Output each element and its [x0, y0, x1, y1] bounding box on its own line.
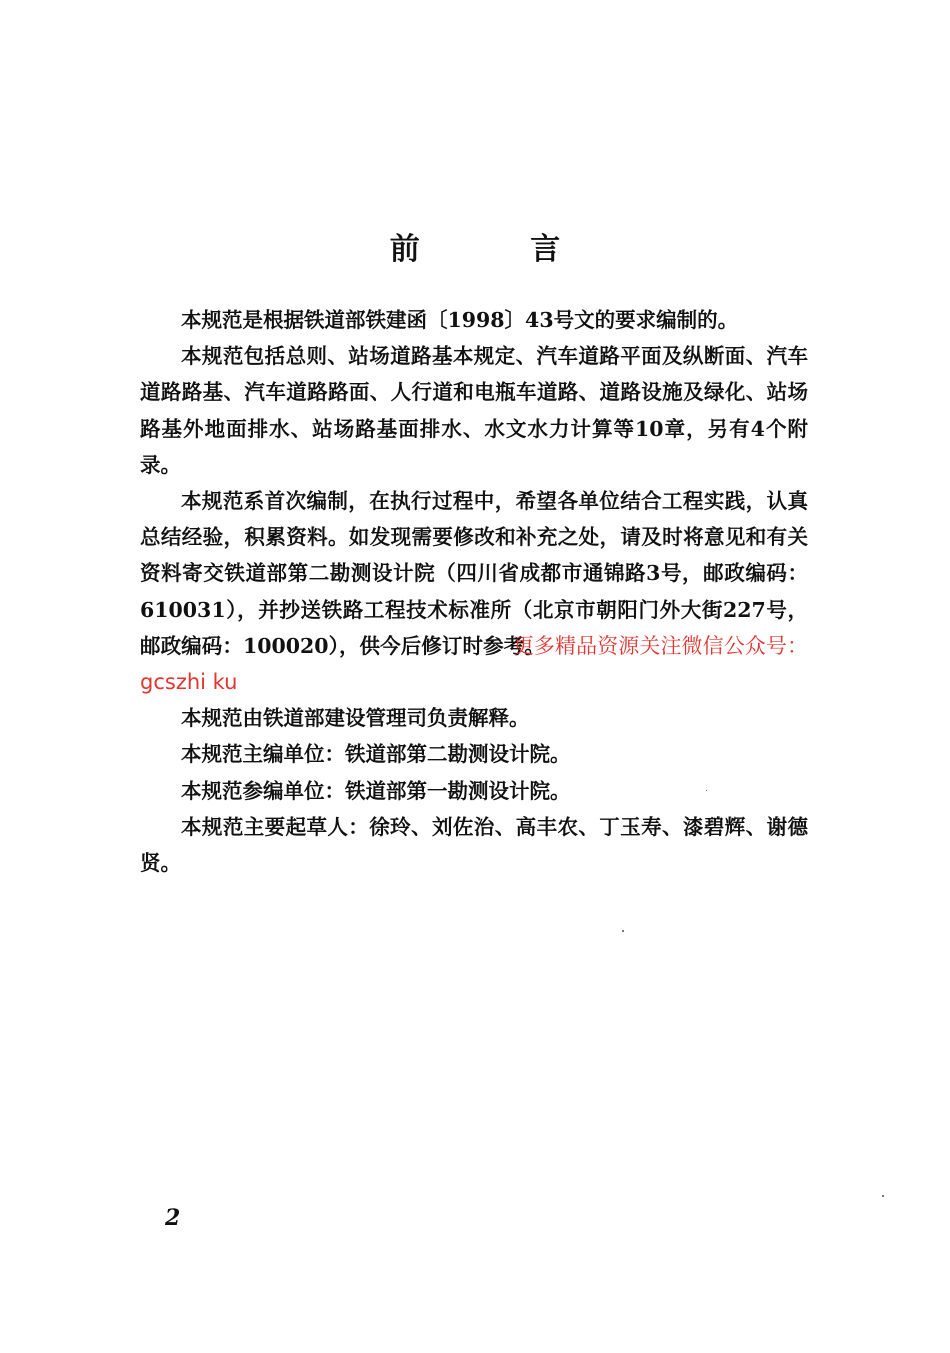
watermark-text: 更多精品资源关注微信公众号：gcszhi ku — [140, 633, 808, 695]
page-title: 前 言 — [389, 232, 611, 267]
page-number: 2 — [165, 1205, 181, 1231]
preface-body — [140, 302, 808, 881]
scan-speck — [706, 790, 707, 791]
paragraph-basis: 本规范是根据铁道部铁建函〔1998〕43号文的要求编制的。 — [181, 308, 739, 332]
paragraph-drafters: 本规范主要起草人：徐玲、刘佐治、高丰农、丁玉寿、漆碧辉、谢德贤。 — [140, 814, 808, 876]
paragraph-interpretation: 本规范由铁道部建设管理司负责解释。 — [181, 706, 530, 731]
paragraph-feedback — [140, 483, 808, 700]
paragraph-feedback-text: 本规范系首次编制，在执行过程中，希望各单位结合工程实践，认真总结经验，积累资料。如发现需要修改和补充之处，请及时将意见和有关资料寄交铁道部第二勘测设计院（四川省成都市通锦路3号，邮政编码：610031），并抄送铁路工程技术标准所（北京市朝阳门外大街227号，邮政编码：100020），供今后修订时参考。 — [140, 489, 808, 658]
paragraph-chief-editor: 本规范主编单位：铁道部第二勘测设计院。 — [181, 742, 571, 767]
paragraph-contents: 本规范包括总则、站场道路基本规定、汽车道路平面及纵断面、汽车道路路基、汽车道路路面、人行道和电瓶车道路、道路设施及绿化、站场路基外地面排水、站场路基面排水、水文水力计算等10章，另有4个附录。 — [140, 344, 808, 477]
scan-speck — [882, 1195, 884, 1197]
scan-speck — [622, 930, 624, 932]
paragraph-co-editor: 本规范参编单位：铁道部第一勘测设计院。 — [181, 778, 571, 803]
